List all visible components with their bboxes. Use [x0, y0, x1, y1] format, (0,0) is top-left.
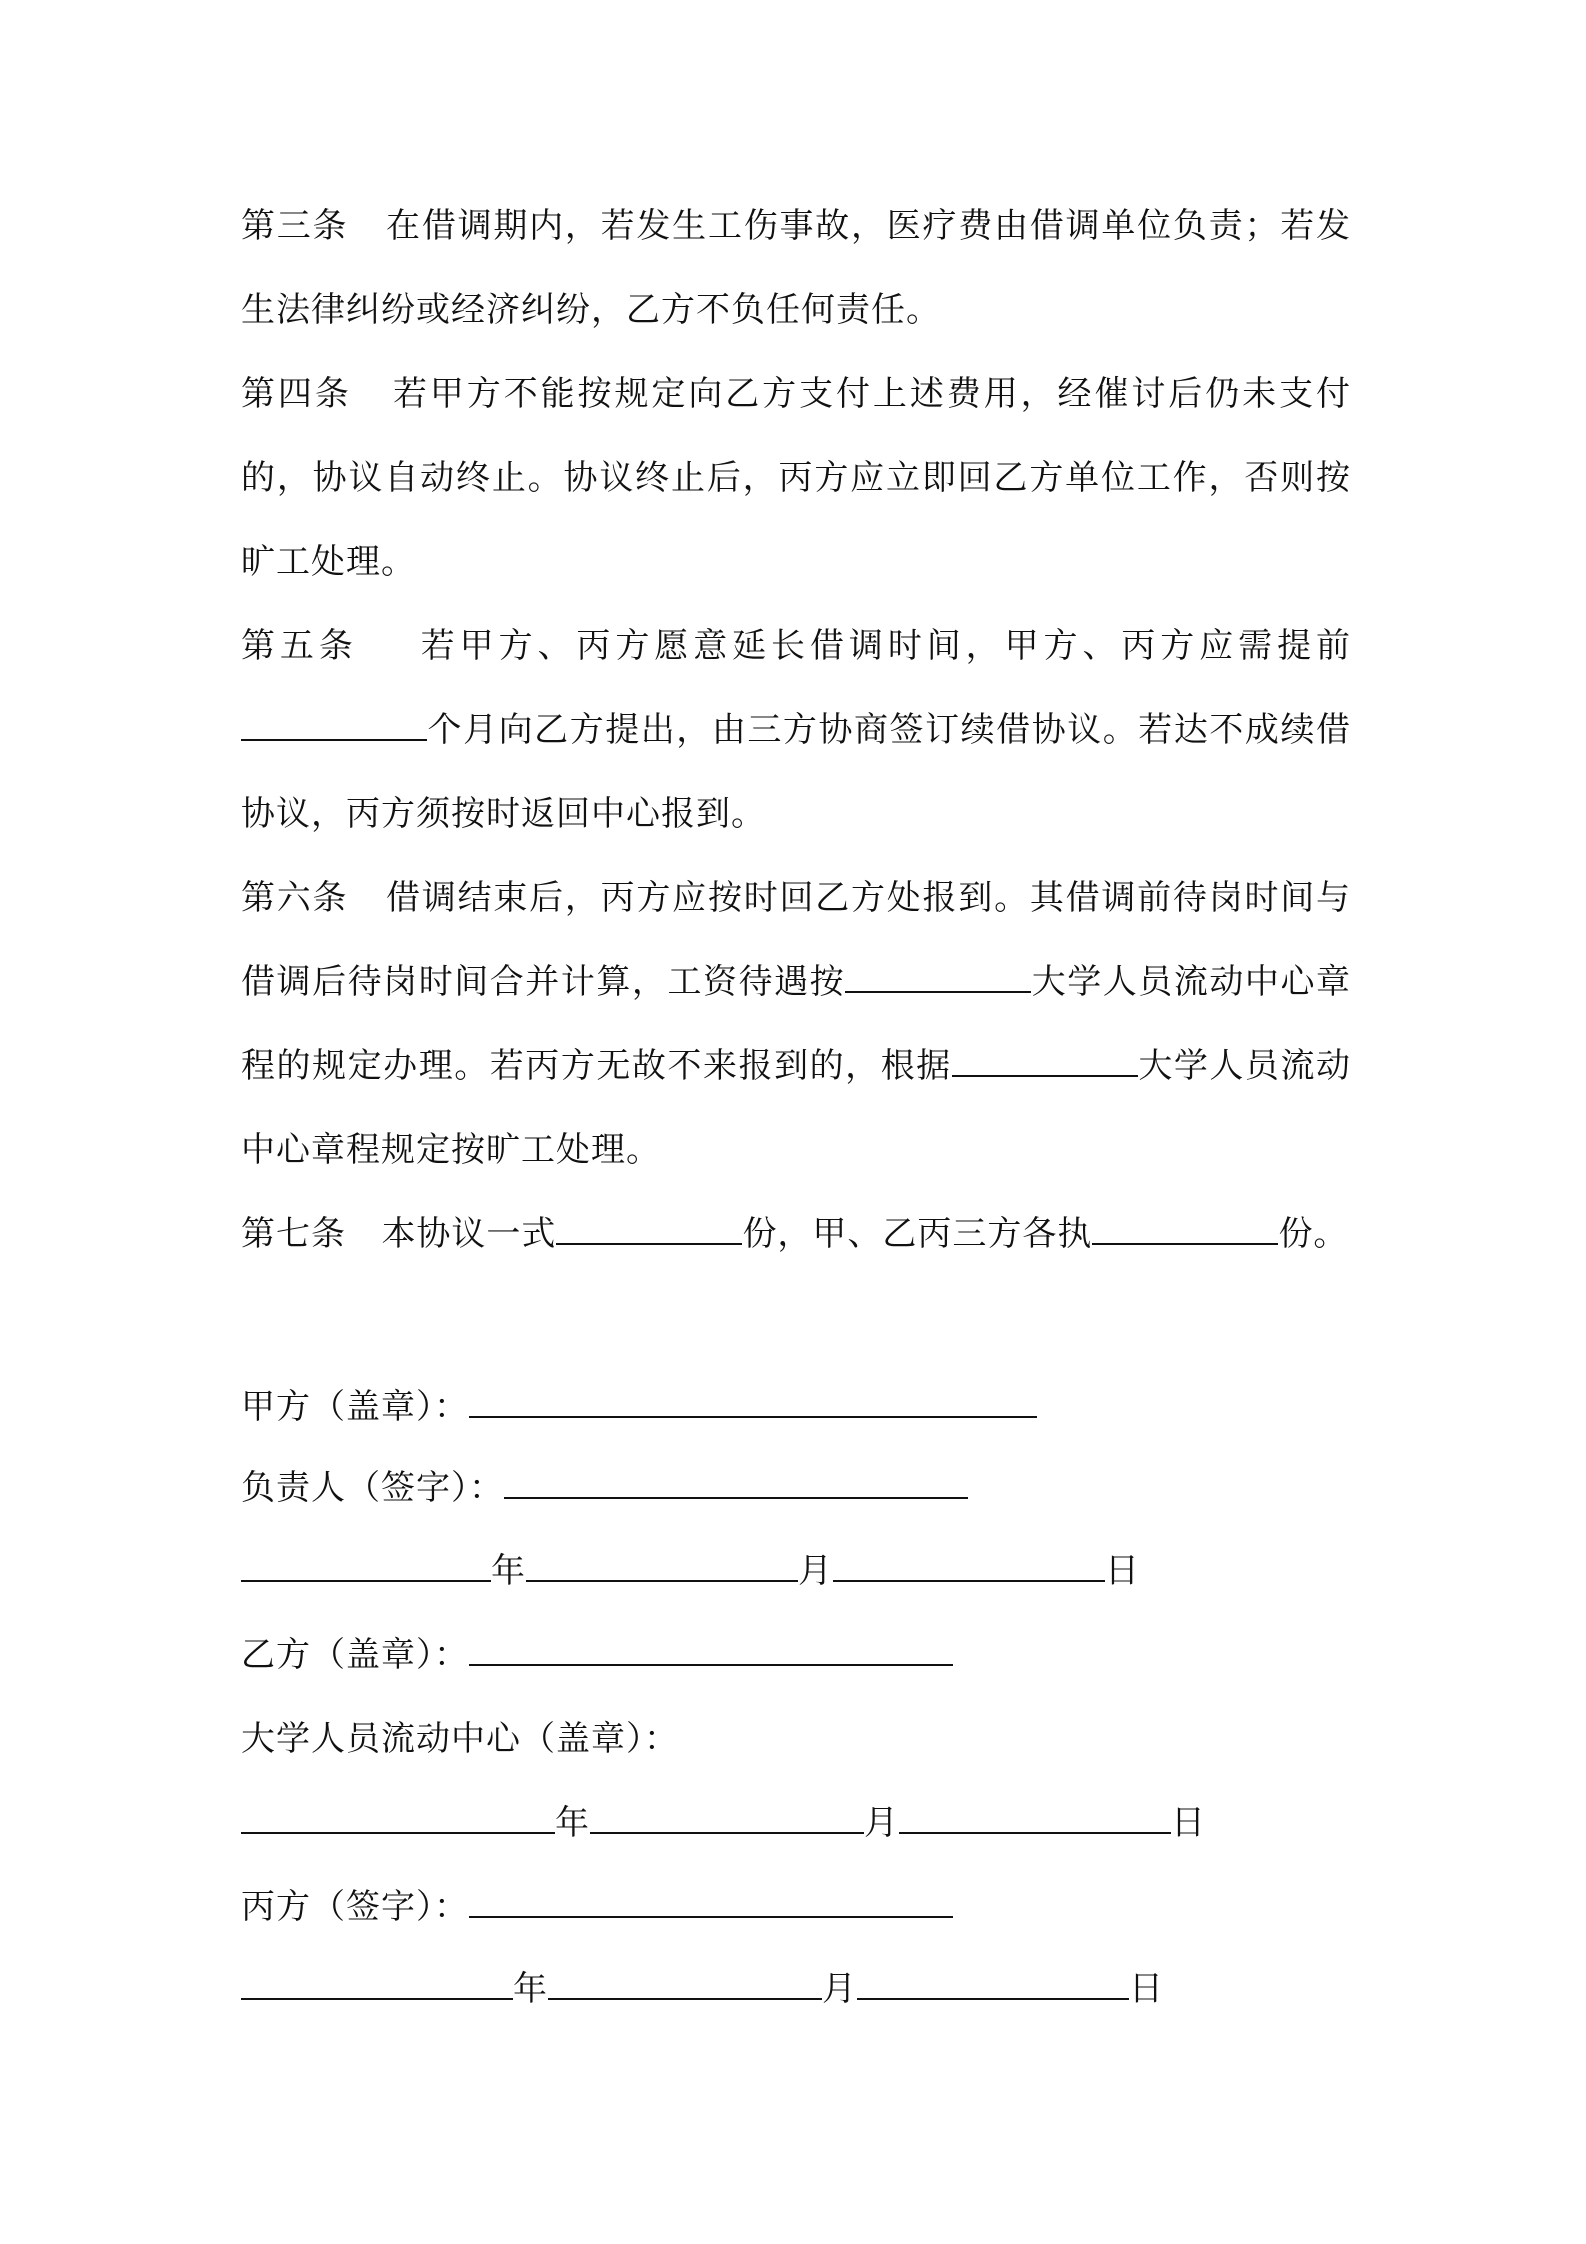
- date-row-3: [241, 1964, 1164, 2014]
- year-blank-1[interactable]: [241, 1556, 491, 1582]
- party-a-seal-blank[interactable]: [469, 1392, 1037, 1418]
- year-label-1: 年: [491, 1551, 526, 1591]
- article-5-label: 第五条: [241, 626, 358, 666]
- person-in-charge-row: [241, 1463, 968, 1513]
- person-in-charge-label: 负责人（签字）：: [241, 1468, 504, 1508]
- article-7: [241, 1192, 1351, 1276]
- article-5-text-1: 若甲方、丙方愿意延长借调时间，甲方、丙方应需提前: [420, 626, 1352, 666]
- article-4: [241, 352, 1351, 604]
- day-blank-3[interactable]: [857, 1974, 1129, 2000]
- month-blank-3[interactable]: [548, 1974, 822, 2000]
- article-4-label: 第四条: [241, 374, 352, 414]
- party-a-label: 甲方（盖章）：: [241, 1387, 469, 1427]
- party-b-seal-blank[interactable]: [469, 1640, 953, 1666]
- article-6-text-2: 大学人员流动中心章程的规定办理。若丙方无故不来报到的，根据: [241, 962, 1352, 1086]
- month-label-1: 月: [798, 1551, 833, 1591]
- party-c-signature-blank[interactable]: [469, 1892, 953, 1918]
- article-7-text-2: 份，甲、乙丙三方各执: [742, 1214, 1093, 1254]
- month-label-3: 月: [822, 1969, 857, 2009]
- article-7-text-1: 本协议一式: [381, 1214, 557, 1254]
- year-label-2: 年: [555, 1803, 590, 1843]
- article-5-text-2: 个月向乙方提出，由三方协商签订续借协议。若达不成续借协议，丙方须按时返回中心报到。: [241, 710, 1351, 834]
- article-4-text: 若甲方不能按规定向乙方支付上述费用，经催讨后仍未支付的，协议自动终止。协议终止后，丙方应立即回乙方单位工作，否则按旷工处理。: [241, 374, 1351, 582]
- article-6: [241, 856, 1351, 1192]
- article-5: [241, 604, 1351, 856]
- university-blank-1[interactable]: [845, 967, 1031, 993]
- year-blank-2[interactable]: [241, 1808, 555, 1834]
- article-7-text-3: 份。: [1278, 1214, 1349, 1254]
- party-a-signature-row: [241, 1382, 1037, 1432]
- year-blank-3[interactable]: [241, 1974, 513, 2000]
- party-b-label: 乙方（盖章）：: [241, 1635, 469, 1675]
- year-label-3: 年: [513, 1969, 548, 2009]
- article-3: [241, 184, 1351, 352]
- article-6-text-1: 借调结束后，丙方应按时回乙方处报到。其借调前待岗时间与借调后待岗时间合并计算，工资待遇按: [241, 878, 1352, 1002]
- article-7-label: 第七条: [241, 1214, 346, 1254]
- article-3-text: 在借调期内，若发生工伤事故，医疗费由借调单位负责；若发生法律纠纷或经济纠纷，乙方不负任何责任。: [241, 206, 1352, 330]
- copies-total-blank[interactable]: [556, 1219, 742, 1245]
- article-3-label: 第三条: [241, 206, 349, 246]
- center-seal-row: [241, 1714, 679, 1764]
- center-label: 大学人员流动中心（盖章）：: [241, 1719, 679, 1759]
- month-label-2: 月: [864, 1803, 899, 1843]
- party-b-signature-row: [241, 1630, 953, 1680]
- copies-each-blank[interactable]: [1092, 1219, 1278, 1245]
- day-label-3: 日: [1129, 1969, 1164, 2009]
- article-6-text-3: 大学人员流动中心章程规定按旷工处理。: [241, 1046, 1352, 1170]
- day-label-1: 日: [1105, 1551, 1140, 1591]
- party-c-label: 丙方（签字）：: [241, 1887, 469, 1927]
- month-blank-2[interactable]: [590, 1808, 864, 1834]
- date-row-1: [241, 1546, 1140, 1596]
- month-blank-1[interactable]: [526, 1556, 798, 1582]
- university-blank-2[interactable]: [952, 1051, 1138, 1077]
- party-c-signature-row: [241, 1882, 953, 1932]
- date-row-2: [241, 1798, 1206, 1848]
- day-blank-1[interactable]: [833, 1556, 1105, 1582]
- day-label-2: 日: [1171, 1803, 1206, 1843]
- months-blank[interactable]: [241, 715, 427, 741]
- day-blank-2[interactable]: [899, 1808, 1171, 1834]
- article-6-label: 第六条: [241, 878, 349, 918]
- person-in-charge-blank[interactable]: [504, 1473, 968, 1499]
